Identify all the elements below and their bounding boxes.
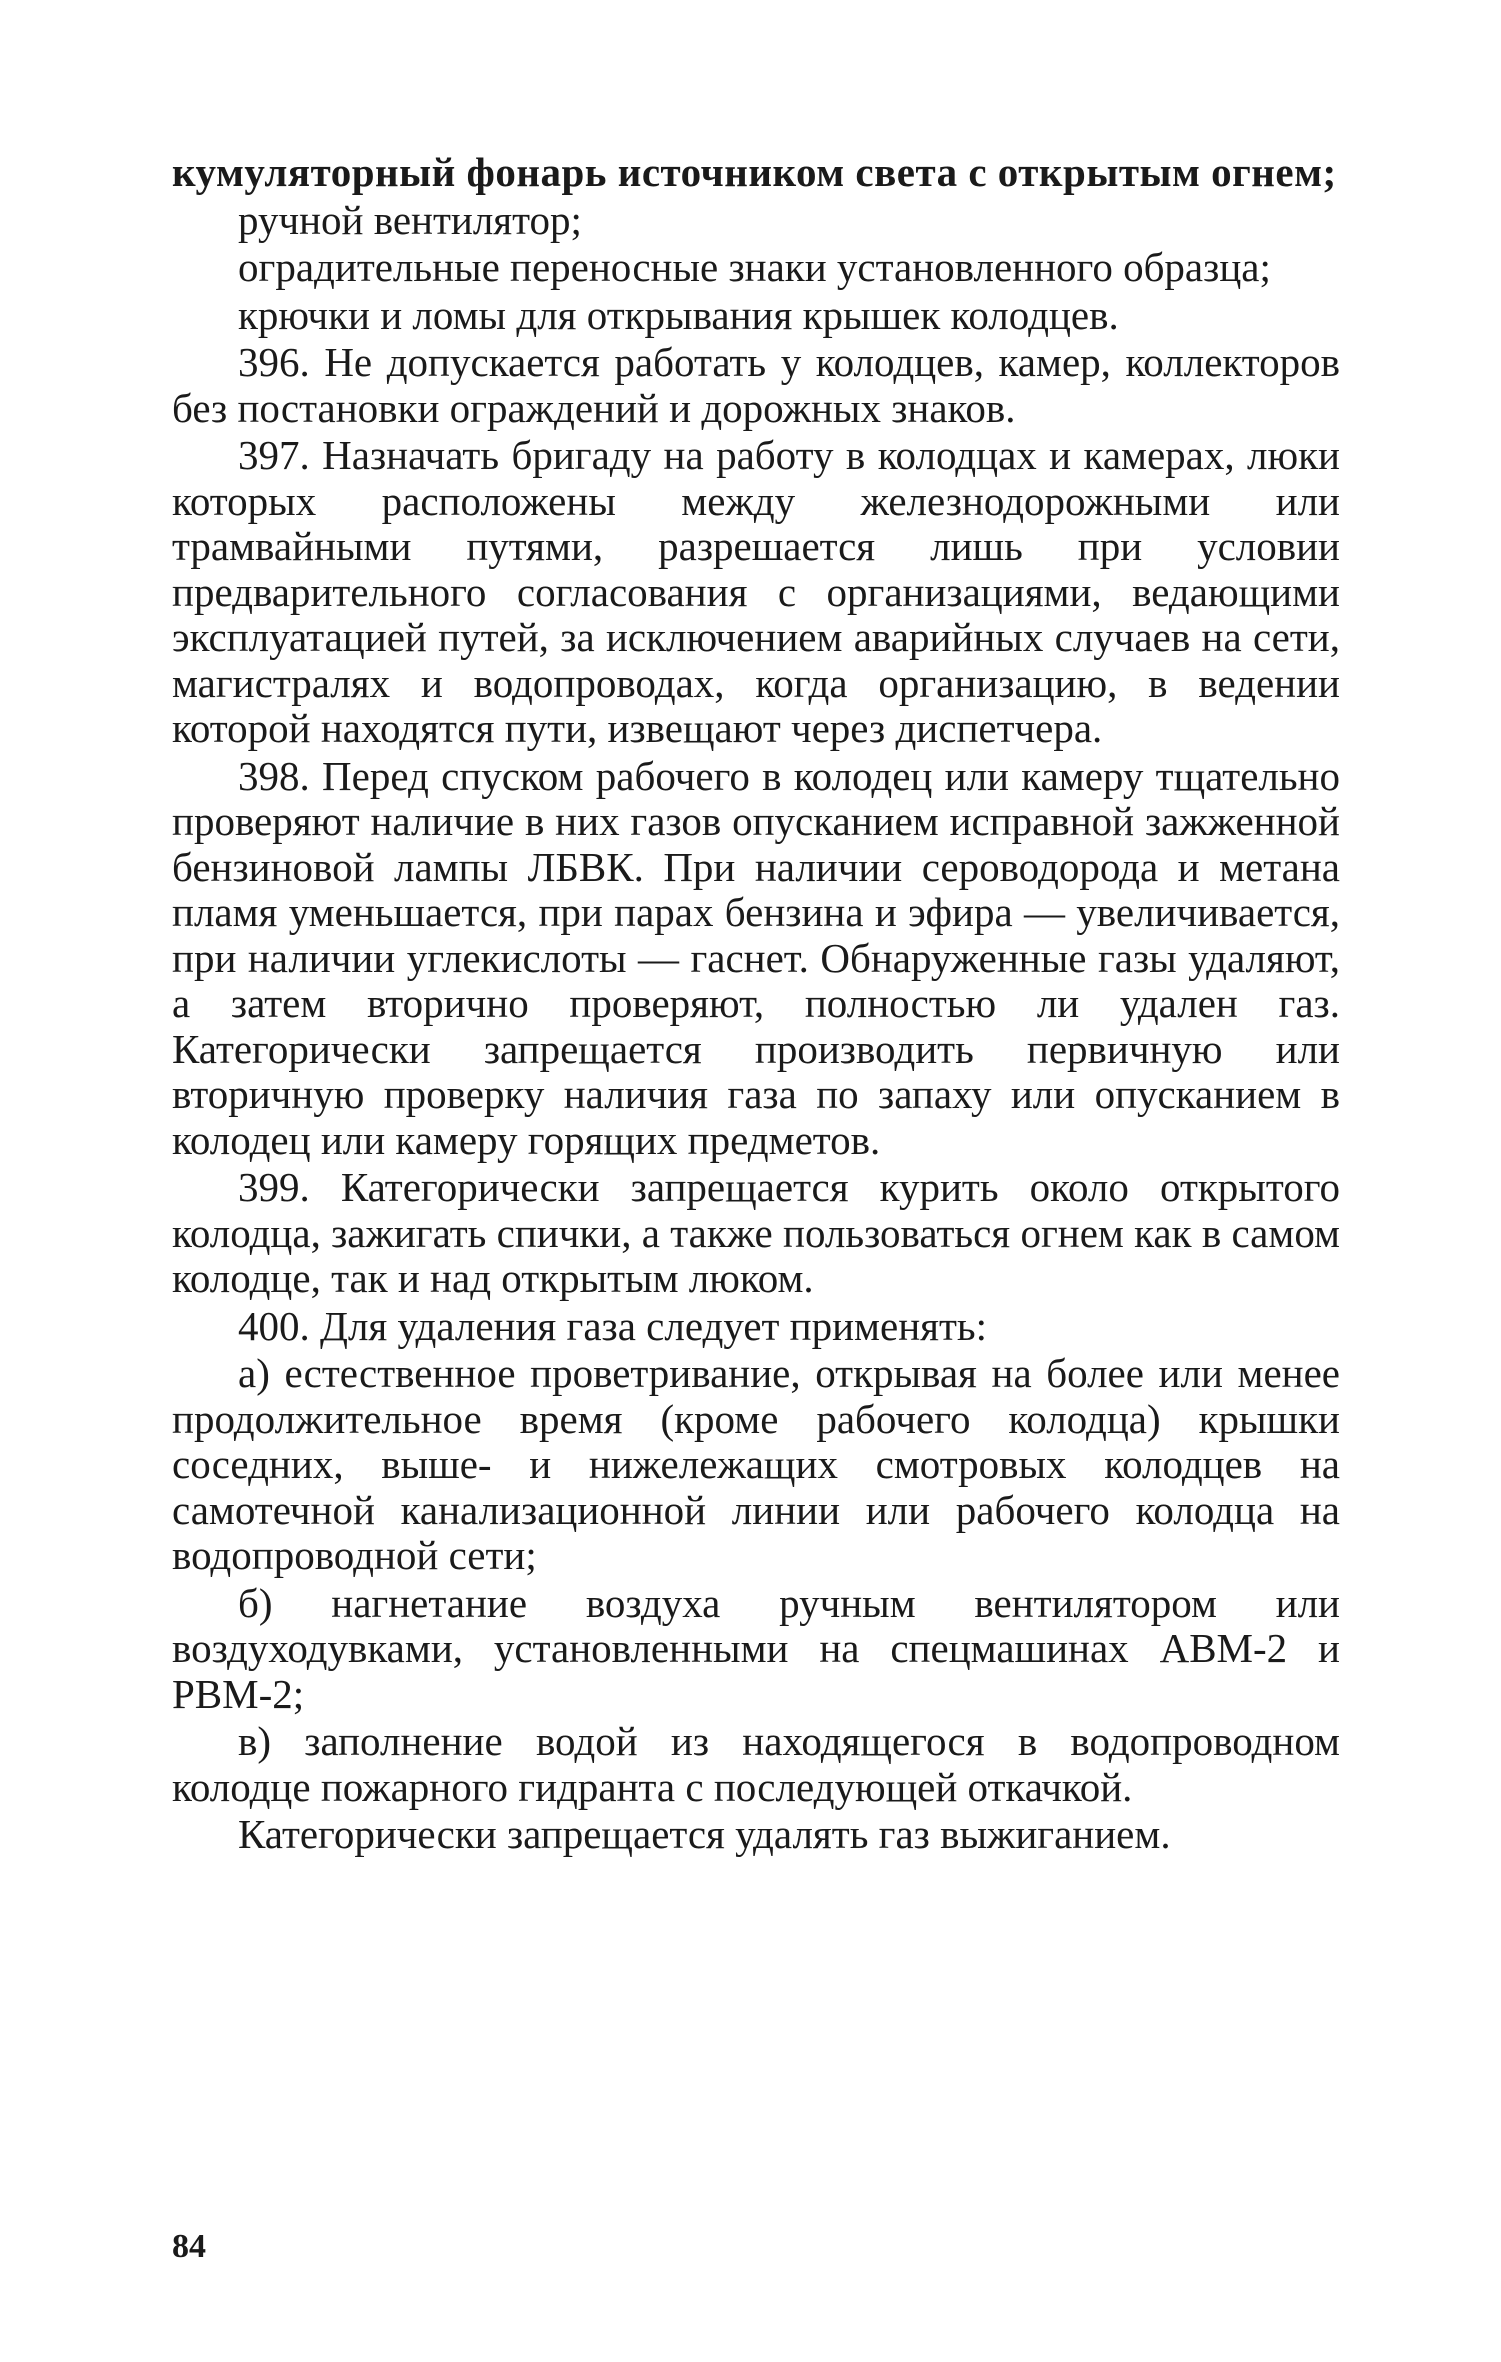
paragraph-list-item: ручной вентилятор;	[238, 196, 582, 243]
paragraph-rule-397: 397. Назначать бригаду на работу в колодцах и камерах, люки которых расположены между железнодорожными или трамвайными путями, разрешается лишь при условии предварительного согласования с организациями, ведающими эксплуатацией путей, за исключением аварийных случаев на сети, магистралях и водопроводах, когда организацию, в ведении которой находятся пути, извещают через диспетчера.	[172, 432, 1340, 751]
paragraph-rule-399: 399. Категорически запрещается курить около открытого колодца, зажигать спички, а также пользоваться огнем как в самом колодце, так и над открытым люком.	[172, 1164, 1340, 1301]
paragraph-rule-400-c: в) заполнение водой из находящегося в водопроводном колодце пожарного гидранта с последующей откачкой.	[172, 1718, 1340, 1810]
page-number: 84	[172, 2228, 206, 2265]
paragraph-rule-400-a: а) естественное проветривание, открывая на более или менее продолжительное время (кроме рабочего колодца) крышки соседних, выше- и нижележащих смотровых колодцев на самотечной канализационной линии или рабочего колодца на водопроводной сети;	[172, 1350, 1340, 1578]
paragraph-list-item: крючки и ломы для открывания крышек колодцев.	[238, 291, 1119, 338]
paragraph-rule-398: 398. Перед спуском рабочего в колодец или камеру тщательно проверяют наличие в них газов опусканием исправной зажженной бензиновой лампы ЛБВК. При наличии сероводорода и метана пламя уменьшается, при парах бензина и эфира — увеличивается, при наличии углекислоты — гаснет. Обнаруженные газы удаляют, а затем вторично проверяют, полностью ли удален газ. Категорически запрещается производить первичную или вторичную проверку наличия газа по запаху или опусканием в колодец или камеру горящих предметов.	[172, 752, 1340, 1163]
paragraph-continuation: кумуляторный фонарь источником света с открытым огнем;	[172, 149, 1337, 195]
page-body-text	[172, 150, 1340, 1860]
paragraph-list-item: оградительные переносные знаки установленного образца;	[238, 244, 1271, 290]
paragraph-rule-400: 400. Для удаления газа следует применять:	[238, 1302, 988, 1349]
paragraph-final-note: Категорически запрещается удалять газ выжиганием.	[238, 1811, 1171, 1857]
paragraph-rule-400-b: б) нагнетание воздуха ручным вентилятором или воздуходувками, установленными на спецмашинах АВМ-2 и РВМ-2;	[172, 1579, 1340, 1717]
paragraph-rule-396: 396. Не допускается работать у колодцев, камер, коллекторов без постановки ограждений и дорожных знаков.	[172, 339, 1340, 431]
